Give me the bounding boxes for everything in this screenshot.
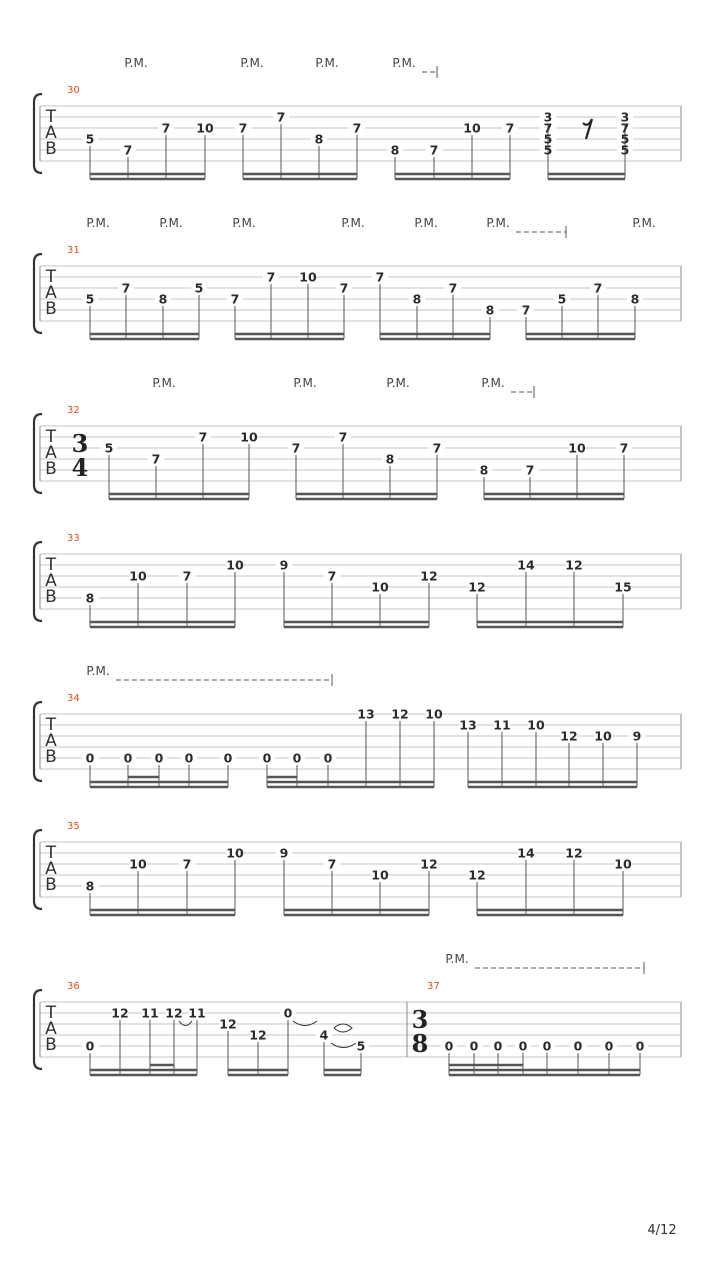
fret-number: 10 bbox=[594, 728, 612, 744]
fret-number: 0 bbox=[518, 1038, 528, 1054]
bar-number: 34 bbox=[67, 693, 80, 704]
fret-number: 13 bbox=[357, 706, 375, 722]
fret-number: 5 bbox=[557, 291, 567, 307]
fret-number: 0 bbox=[184, 750, 194, 766]
fret-number: 7 bbox=[352, 120, 362, 136]
bar-number: 35 bbox=[67, 821, 80, 832]
fret-number: 9 bbox=[279, 557, 289, 573]
tab-clef-letter: T bbox=[45, 1003, 57, 1023]
fret-number: 14 bbox=[517, 557, 535, 573]
fret-number: 8 bbox=[385, 451, 395, 467]
fret-number: 0 bbox=[85, 750, 95, 766]
fret-number: 8 bbox=[479, 462, 489, 478]
tie bbox=[293, 1021, 317, 1026]
fret-number: 10 bbox=[371, 579, 389, 595]
fret-number: 7 bbox=[505, 120, 515, 136]
palm-mute-marking: P.M. bbox=[632, 216, 656, 230]
fret-number: 5 bbox=[356, 1038, 366, 1054]
fret-number: 7 bbox=[151, 451, 161, 467]
fret-number: 0 bbox=[85, 1038, 95, 1054]
fret-number: 3 bbox=[620, 109, 630, 125]
fret-number: 7 bbox=[338, 429, 348, 445]
fret-number: 0 bbox=[493, 1038, 503, 1054]
tab-clef-letter: A bbox=[45, 283, 57, 303]
tab-clef-letter: B bbox=[45, 139, 57, 159]
tab-clef-letter: B bbox=[45, 875, 57, 895]
fret-number: 0 bbox=[292, 750, 302, 766]
fret-number: 8 bbox=[630, 291, 640, 307]
fret-number: 7 bbox=[429, 142, 439, 158]
fret-number: 12 bbox=[468, 579, 486, 595]
fret-number: 9 bbox=[279, 845, 289, 861]
fret-number: 10 bbox=[371, 867, 389, 883]
tab-clef-letter: B bbox=[45, 747, 57, 767]
fret-number: 7 bbox=[327, 856, 337, 872]
fret-number: 7 bbox=[161, 120, 171, 136]
slide-marking bbox=[334, 1024, 352, 1032]
fret-number: 12 bbox=[565, 557, 583, 573]
fret-number: 0 bbox=[604, 1038, 614, 1054]
fret-number: 0 bbox=[123, 750, 133, 766]
fret-number: 10 bbox=[425, 706, 443, 722]
fret-number: 10 bbox=[568, 440, 586, 456]
fret-number: 5 bbox=[620, 131, 630, 147]
fret-number: 11 bbox=[188, 1005, 206, 1021]
tab-clef-letter: A bbox=[45, 1019, 57, 1039]
system-4 bbox=[34, 542, 681, 627]
fret-number: 15 bbox=[614, 579, 632, 595]
fret-number: 7 bbox=[276, 109, 286, 125]
tab-clef-letter: A bbox=[45, 859, 57, 879]
fret-number: 8 bbox=[390, 142, 400, 158]
fret-number: 7 bbox=[182, 568, 192, 584]
tab-clef-letter: T bbox=[45, 843, 57, 863]
palm-mute-marking: P.M. bbox=[341, 216, 365, 230]
tab-clef-letter: A bbox=[45, 731, 57, 751]
fret-number: 9 bbox=[632, 728, 642, 744]
fret-number: 0 bbox=[283, 1005, 293, 1021]
fret-number: 8 bbox=[412, 291, 422, 307]
palm-mute-marking: P.M. bbox=[232, 216, 256, 230]
fret-number: 5 bbox=[85, 291, 95, 307]
fret-number: 7 bbox=[521, 302, 531, 318]
time-signature-bottom: 4 bbox=[71, 453, 89, 482]
fret-number: 0 bbox=[635, 1038, 645, 1054]
fret-number: 5 bbox=[85, 131, 95, 147]
bar-number: 37 bbox=[427, 981, 440, 992]
fret-number: 10 bbox=[129, 856, 147, 872]
fret-number: 8 bbox=[314, 131, 324, 147]
page-number: 4/12 bbox=[647, 1223, 677, 1238]
tab-clef-letter: B bbox=[45, 459, 57, 479]
palm-mute-marking: P.M. bbox=[240, 56, 264, 70]
fret-number: 0 bbox=[262, 750, 272, 766]
fret-number: 7 bbox=[238, 120, 248, 136]
fret-number: 10 bbox=[129, 568, 147, 584]
fret-number: 10 bbox=[463, 120, 481, 136]
fret-number: 8 bbox=[85, 590, 95, 606]
fret-number: 0 bbox=[323, 750, 333, 766]
fret-number: 11 bbox=[493, 717, 511, 733]
fret-number: 10 bbox=[226, 557, 244, 573]
fret-number: 0 bbox=[573, 1038, 583, 1054]
fret-number: 0 bbox=[444, 1038, 454, 1054]
bar-number: 31 bbox=[67, 245, 80, 256]
fret-number: 7 bbox=[543, 120, 553, 136]
time-signature-top: 3 bbox=[71, 429, 89, 458]
palm-mute-marking: P.M. bbox=[481, 376, 505, 390]
time-signature-bottom: 8 bbox=[411, 1029, 429, 1058]
fret-number: 0 bbox=[223, 750, 233, 766]
bar-number: 30 bbox=[67, 85, 80, 96]
tab-clef-letter: A bbox=[45, 443, 57, 463]
fret-number: 7 bbox=[230, 291, 240, 307]
tab-clef-letter: T bbox=[45, 267, 57, 287]
fret-number: 5 bbox=[543, 142, 553, 158]
palm-mute-marking: P.M. bbox=[293, 376, 317, 390]
tab-clef-letter: B bbox=[45, 299, 57, 319]
palm-mute-marking: P.M. bbox=[152, 376, 176, 390]
fret-number: 5 bbox=[104, 440, 114, 456]
fret-number: 7 bbox=[198, 429, 208, 445]
fret-number: 7 bbox=[182, 856, 192, 872]
tie bbox=[331, 1043, 356, 1048]
palm-mute-marking: P.M. bbox=[445, 952, 469, 966]
fret-number: 10 bbox=[614, 856, 632, 872]
fret-number: 12 bbox=[111, 1005, 129, 1021]
palm-mute-marking: P.M. bbox=[386, 376, 410, 390]
tab-clef-letter: T bbox=[45, 107, 57, 127]
fret-number: 0 bbox=[469, 1038, 479, 1054]
tab-clef-letter: T bbox=[45, 555, 57, 575]
palm-mute-marking: P.M. bbox=[414, 216, 438, 230]
fret-number: 7 bbox=[593, 280, 603, 296]
fret-number: 8 bbox=[158, 291, 168, 307]
fret-number: 10 bbox=[196, 120, 214, 136]
fret-number: 5 bbox=[543, 131, 553, 147]
fret-number: 5 bbox=[620, 142, 630, 158]
fret-number: 12 bbox=[565, 845, 583, 861]
palm-mute-marking: P.M. bbox=[159, 216, 183, 230]
palm-mute-marking: P.M. bbox=[392, 56, 416, 70]
fret-number: 7 bbox=[291, 440, 301, 456]
fret-number: 7 bbox=[123, 142, 133, 158]
fret-number: 7 bbox=[327, 568, 337, 584]
fret-number: 0 bbox=[542, 1038, 552, 1054]
fret-number: 4 bbox=[319, 1027, 329, 1043]
fret-number: 7 bbox=[121, 280, 131, 296]
fret-number: 3 bbox=[543, 109, 553, 125]
fret-number: 11 bbox=[141, 1005, 159, 1021]
tab-clef-letter: T bbox=[45, 427, 57, 447]
fret-number: 7 bbox=[432, 440, 442, 456]
fret-number: 7 bbox=[525, 462, 535, 478]
fret-number: 13 bbox=[459, 717, 477, 733]
fret-number: 7 bbox=[339, 280, 349, 296]
system-2 bbox=[34, 226, 681, 339]
fret-number: 14 bbox=[517, 845, 535, 861]
fret-number: 7 bbox=[448, 280, 458, 296]
fret-number: 10 bbox=[240, 429, 258, 445]
time-signature-top: 3 bbox=[411, 1005, 429, 1034]
rest-symbol bbox=[583, 119, 592, 139]
bar-number: 36 bbox=[67, 981, 80, 992]
fret-number: 8 bbox=[485, 302, 495, 318]
system-5 bbox=[34, 674, 681, 787]
fret-number: 7 bbox=[375, 269, 385, 285]
system-7 bbox=[34, 962, 681, 1075]
tab-clef-letter: B bbox=[45, 587, 57, 607]
fret-number: 12 bbox=[249, 1027, 267, 1043]
palm-mute-marking: P.M. bbox=[124, 56, 148, 70]
tab-clef-letter: T bbox=[45, 715, 57, 735]
tab-clef-letter: A bbox=[45, 571, 57, 591]
fret-number: 12 bbox=[420, 856, 438, 872]
fret-number: 7 bbox=[620, 120, 630, 136]
fret-number: 12 bbox=[165, 1005, 183, 1021]
bar-number: 33 bbox=[67, 533, 80, 544]
fret-number: 12 bbox=[468, 867, 486, 883]
fret-number: 8 bbox=[85, 878, 95, 894]
bar-number: 32 bbox=[67, 405, 80, 416]
fret-number: 10 bbox=[226, 845, 244, 861]
fret-number: 12 bbox=[219, 1016, 237, 1032]
fret-number: 10 bbox=[299, 269, 317, 285]
tab-clef-letter: B bbox=[45, 1035, 57, 1055]
palm-mute-marking: P.M. bbox=[86, 216, 110, 230]
fret-number: 12 bbox=[420, 568, 438, 584]
fret-number: 12 bbox=[391, 706, 409, 722]
fret-number: 7 bbox=[266, 269, 276, 285]
fret-number: 7 bbox=[619, 440, 629, 456]
fret-number: 10 bbox=[527, 717, 545, 733]
system-6 bbox=[34, 830, 681, 915]
tab-clef-letter: A bbox=[45, 123, 57, 143]
tie bbox=[179, 1021, 192, 1026]
palm-mute-marking: P.M. bbox=[486, 216, 510, 230]
palm-mute-marking: P.M. bbox=[315, 56, 339, 70]
fret-number: 0 bbox=[154, 750, 164, 766]
palm-mute-marking: P.M. bbox=[86, 664, 110, 678]
fret-number: 5 bbox=[194, 280, 204, 296]
fret-number: 12 bbox=[560, 728, 578, 744]
